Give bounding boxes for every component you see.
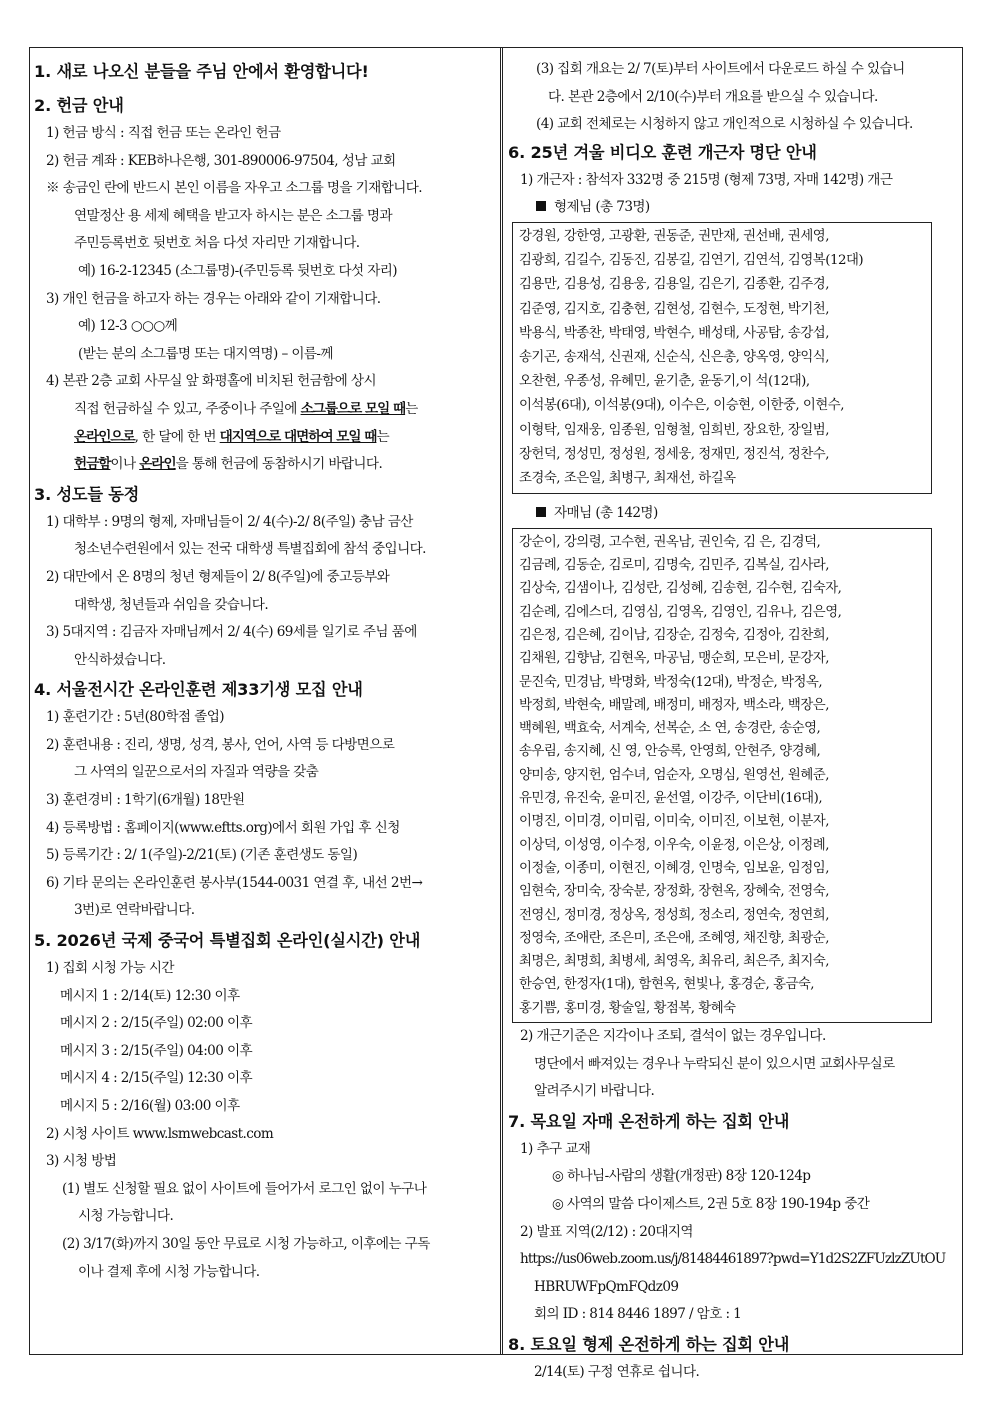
offering-line [34, 451, 496, 479]
name-row: 양미송, 양지헌, 엄수녀, 엄순자, 오명심, 원영선, 원혜준, [519, 767, 829, 783]
name-row: 유민경, 유진숙, 윤미진, 윤선열, 이강주, 이단비(16대), [519, 791, 823, 807]
offering-heading: 2. 헌금 안내 [34, 96, 124, 115]
offering-highlight: 헌금함 [74, 456, 111, 473]
offering-line [34, 396, 496, 424]
conference-heading: 5. 2026년 국제 중국어 특별집회 온라인(실시간) 안내 [34, 931, 421, 951]
name-row: 이형탁, 임재웅, 임종원, 임형철, 임희빈, 장요한, 장일범, [519, 422, 829, 438]
offering-line: 3) 개인 헌금을 하고자 하는 경우는 아래와 같이 기재합니다. [46, 290, 381, 307]
name-row: 박정희, 박현숙, 배말례, 배정미, 배정자, 백소라, 백장은, [519, 697, 829, 713]
sisters-meeting-section [508, 1112, 960, 1329]
conference-line: 메시지 5 : 2/16(월) 03:00 이후 [60, 1098, 240, 1114]
name-row: 김금례, 김동순, 김로미, 김명숙, 김민주, 김복실, 김사라, [519, 558, 829, 574]
name-row: 김채원, 김향남, 김현옥, 마공님, 맹순희, 모은비, 문강자, [519, 651, 829, 667]
name-row: 김광희, 김길수, 김동진, 김봉길, 김연기, 김연석, 김영복(12대) [519, 253, 864, 269]
conference-line: 시청 가능합니다. [78, 1208, 174, 1225]
conference-line: 메시지 1 : 2/14(토) 12:30 이후 [60, 987, 240, 1004]
training-section [34, 680, 496, 925]
brothers-list-box [512, 222, 932, 494]
offering-text: 직접 헌금하실 수 있고, 주중이나 주일에 [74, 400, 301, 417]
conference-line: (4) 교회 전체로는 시청하지 않고 개인적으로 시청하실 수 있습니다. [536, 116, 913, 133]
name-row: 홍기쁨, 홍미경, 황술일, 황점복, 황혜숙 [519, 1000, 736, 1016]
offering-line: 주민등록번호 뒷번호 처음 다섯 자리만 기재합니다. [74, 235, 360, 252]
offering-section [34, 96, 496, 479]
sisters-label: 자매님 (총 142명) [554, 505, 658, 522]
conference-line: 3) 시청 방법 [46, 1153, 117, 1170]
offering-highlight: 대지역으로 대면하여 모일 때 [219, 428, 377, 445]
training-line: 6) 기타 문의는 온라인훈련 봉사부(1544-0031 연결 후, 내선 2번→ [46, 874, 423, 891]
offering-line: (받는 분의 소그룹명 또는 대지역명) – 이름-께 [78, 345, 333, 362]
offering-text: , 한 달에 한 번 [134, 428, 220, 445]
training-line: 그 사역의 일꾼으로서의 자질과 역량을 갖춤 [74, 764, 319, 781]
brothers-meeting-heading: 8. 토요일 형제 온전하게 하는 집회 안내 [508, 1334, 790, 1354]
members-news-section [34, 485, 496, 675]
sisters-label-row [508, 500, 960, 528]
name-row: 김순례, 김에스더, 김영심, 김영옥, 김영인, 김유나, 김은영, [519, 604, 842, 620]
brothers-label: 형제님 (총 73명) [554, 199, 650, 216]
meeting-id: 회의 ID : 814 8446 1897 / 암호 : 1 [534, 1306, 742, 1323]
offering-highlight: 온라인 [139, 456, 176, 473]
attendance-section [508, 143, 960, 1106]
sisters-meeting-line: ◎ 하나님-사람의 생활(개정판) 8장 120-124p [552, 1168, 811, 1185]
attendance-heading: 6. 25년 겨울 비디오 훈련 개근자 명단 안내 [508, 142, 817, 162]
offering-text: 을 통해 헌금에 동참하시기 바랍니다. [175, 456, 383, 473]
square-bullet-icon [536, 507, 546, 517]
sisters-meeting-line: ◎ 사역의 말씀 다이제스트, 2권 5호 8장 190-194p 중간 [552, 1196, 870, 1212]
conference-line: (3) 집회 개요는 2/ 7(토)부터 사이트에서 다운로드 하실 수 있습니 [536, 61, 905, 77]
name-row: 김상숙, 김샘이나, 김성란, 김성혜, 김송현, 김수현, 김숙자, [519, 581, 842, 597]
attendance-note: 2) 개근기준은 지각이나 조퇴, 결석이 없는 경우입니다. [520, 1028, 826, 1045]
name-row: 이석봉(6대), 이석봉(9대), 이수은, 이승현, 이한중, 이현수, [519, 398, 844, 414]
members-news-heading: 3. 성도들 동정 [34, 484, 140, 504]
name-row: 김준영, 김지호, 김충현, 김현성, 김현수, 도정현, 박기천, [519, 301, 829, 317]
name-row: 송우림, 송지혜, 신 영, 안승록, 안영희, 안현주, 양경혜, [519, 744, 821, 760]
training-line: 2) 훈련내용 : 진리, 생명, 성격, 봉사, 언어, 사역 등 다방면으로 [46, 736, 395, 753]
name-row: 강경원, 강한영, 고광환, 권동준, 권만재, 권선배, 권세영, [519, 228, 829, 244]
conference-line: (1) 별도 신청할 필요 없이 사이트에 들어가서 로그인 없이 누구나 [62, 1180, 427, 1197]
attendance-note: 알려주시기 바랍니다. [534, 1083, 655, 1100]
conference-line: 1) 집회 시청 가능 시간 [46, 960, 174, 977]
attendance-intro: 1) 개근자 : 참석자 332명 중 215명 (형제 73명, 자매 142명) 개근 [520, 171, 893, 188]
training-heading: 4. 서울전시간 온라인훈련 제33기생 모집 안내 [34, 680, 363, 700]
attendance-note: 명단에서 빠져있는 경우나 누락되신 분이 있으시면 교회사무실로 [534, 1055, 895, 1072]
square-bullet-icon [536, 201, 546, 211]
brothers-label-row [508, 194, 960, 222]
name-row: 박용식, 박종찬, 박태영, 박현수, 배성태, 사공탐, 송강섭, [519, 325, 829, 341]
brothers-meeting-line: 2/14(토) 구정 연휴로 쉽니다. [534, 1363, 700, 1380]
welcome-heading: 1. 새로 나오신 분들을 주님 안에서 환영합니다! [34, 62, 369, 81]
left-column [34, 50, 496, 1286]
name-row: 한승연, 한정자(1대), 함현옥, 현빛나, 홍경순, 홍금숙, [519, 977, 815, 993]
name-row: 정영숙, 조애란, 조은미, 조은애, 조혜영, 채진향, 최광순, [519, 930, 829, 946]
name-row: 장헌덕, 정성민, 정성원, 정세웅, 정재민, 정진석, 정찬수, [519, 446, 829, 462]
sisters-meeting-heading: 7. 목요일 자매 온전하게 하는 집회 안내 [508, 1111, 790, 1131]
training-line: 4) 등록방법 : 홈페이지(www.eftts.org)에서 회원 가입 후 신청 [46, 819, 400, 836]
training-line: 3번)로 연락바랍니다. [74, 902, 195, 919]
conference-line: 이나 결제 후에 시청 가능합니다. [78, 1263, 260, 1280]
name-row: 김은정, 김은혜, 김이남, 김장순, 김정숙, 김정아, 김찬희, [519, 627, 829, 643]
offering-text: 이나 [110, 456, 140, 473]
name-row: 이상덕, 이성영, 이수정, 이우숙, 이윤정, 이은상, 이정례, [519, 837, 829, 853]
conference-line: 다. 본관 2층에서 2/10(수)부터 개요를 받으실 수 있습니다. [548, 88, 878, 105]
name-row: 임현숙, 장미숙, 장숙분, 장정화, 장현옥, 장혜숙, 전영숙, [519, 884, 829, 900]
offering-highlight: 온라인으로 [74, 428, 135, 445]
name-row: 백혜원, 백효숙, 서계숙, 선복순, 소 연, 송경란, 송순영, [519, 721, 821, 737]
name-row: 문진숙, 민경남, 박명화, 박정숙(12대), 박정순, 박정옥, [519, 674, 823, 690]
news-line: 1) 대학부 : 9명의 형제, 자매님들이 2/ 4(수)-2/ 8(주일) 충남 금산 [46, 513, 413, 530]
zoom-link[interactable]: https://us06web.zoom.us/j/81484461897?pwd=Y1d2S2ZFUzlzZUtOU [520, 1251, 946, 1268]
sisters-meeting-line: 1) 추구 교재 [520, 1140, 591, 1157]
name-row: 이정술, 이종미, 이현진, 이혜경, 인명숙, 임보윤, 임정임, [519, 860, 829, 876]
brothers-meeting-section [508, 1335, 960, 1387]
training-line: 5) 등록기간 : 2/ 1(주일)-2/21(토) (기존 훈련생도 동일) [46, 847, 358, 864]
news-line: 대학생, 청년들과 쉬임을 갖습니다. [74, 596, 269, 613]
zoom-link-cont[interactable]: HBRUWFpQmFQdz09 [534, 1278, 679, 1295]
conference-line: 메시지 2 : 2/15(주일) 02:00 이후 [60, 1015, 253, 1032]
right-column [508, 50, 960, 1387]
offering-line: ※ 송금인 란에 반드시 본인 이름을 자우고 소그룹 명을 기재합니다. [46, 180, 423, 197]
offering-line [34, 424, 496, 452]
name-row: 오찬현, 우종성, 유혜민, 윤기춘, 윤동기,이 석(12대), [519, 374, 810, 390]
conference-line: 메시지 3 : 2/15(주일) 04:00 이후 [60, 1042, 253, 1059]
offering-line: 예) 12-3 ○○○께 [78, 318, 178, 335]
news-line: 청소년수련원에서 있는 전국 대학생 특별집회에 참석 중입니다. [74, 541, 426, 558]
sisters-list-box [512, 528, 932, 1023]
news-line: 2) 대만에서 온 8명의 청년 형제들이 2/ 8(주일)에 중고등부와 [46, 568, 390, 585]
name-row: 김용만, 김용성, 김용웅, 김용일, 김은기, 김종환, 김주경, [519, 277, 829, 293]
conference-line: 메시지 4 : 2/15(주일) 12:30 이후 [60, 1070, 253, 1087]
news-line: 안식하셨습니다. [74, 651, 166, 668]
name-row: 최명은, 최명희, 최병세, 최영옥, 최유리, 최은주, 최지숙, [519, 954, 829, 970]
offering-line: 연말정산 용 세제 혜택을 받고자 하시는 분은 소그룹 명과 [74, 207, 392, 224]
sisters-meeting-line: 2) 발표 지역(2/12) : 20대지역 [520, 1223, 693, 1240]
offering-text: 는 [376, 428, 389, 445]
training-line: 1) 훈련기간 : 5년(80학점 졸업) [46, 709, 224, 726]
column-divider [500, 47, 503, 1355]
offering-line: 4) 본관 2층 교회 사무실 앞 화평홀에 비치된 헌금함에 상시 [46, 373, 376, 390]
conference-section [34, 931, 496, 1286]
name-row: 강순이, 강의령, 고수현, 권옥남, 권인숙, 김 은, 김경덕, [519, 534, 821, 550]
conference-line: 2) 시청 사이트 www.lsmwebcast.com [46, 1125, 274, 1142]
offering-highlight: 소그룹으로 모일 때 [300, 400, 406, 417]
offering-text: 는 [405, 400, 418, 417]
offering-line: 예) 16-2-12345 (소그룹명)-(주민등록 뒷번호 다섯 자리) [78, 262, 397, 279]
conference-line: (2) 3/17(화)까지 30일 동안 무료로 시청 가능하고, 이후에는 구독 [62, 1235, 430, 1252]
name-row: 이명진, 이미경, 이미림, 이미숙, 이미진, 이보현, 이분자, [519, 814, 829, 830]
offering-line: 2) 헌금 계좌 : KEB하나은행, 301-890006-97504, 성남 교회 [46, 152, 396, 169]
training-line: 3) 훈련경비 : 1학기(6개월) 18만원 [46, 792, 245, 809]
offering-line: 1) 헌금 방식 : 직접 헌금 또는 온라인 헌금 [46, 125, 281, 141]
name-row: 전영신, 정미경, 정상옥, 정성희, 정소리, 정연숙, 정연희, [519, 907, 829, 923]
name-row: 송기곤, 송재석, 신권재, 신순식, 신은총, 양옥영, 양익식, [519, 349, 829, 365]
name-row: 조경숙, 조은일, 최병구, 최재선, 하길옥 [519, 471, 736, 486]
news-line: 3) 5대지역 : 김금자 자매님께서 2/ 4(수) 69세를 일기로 주님 품에 [46, 624, 417, 641]
